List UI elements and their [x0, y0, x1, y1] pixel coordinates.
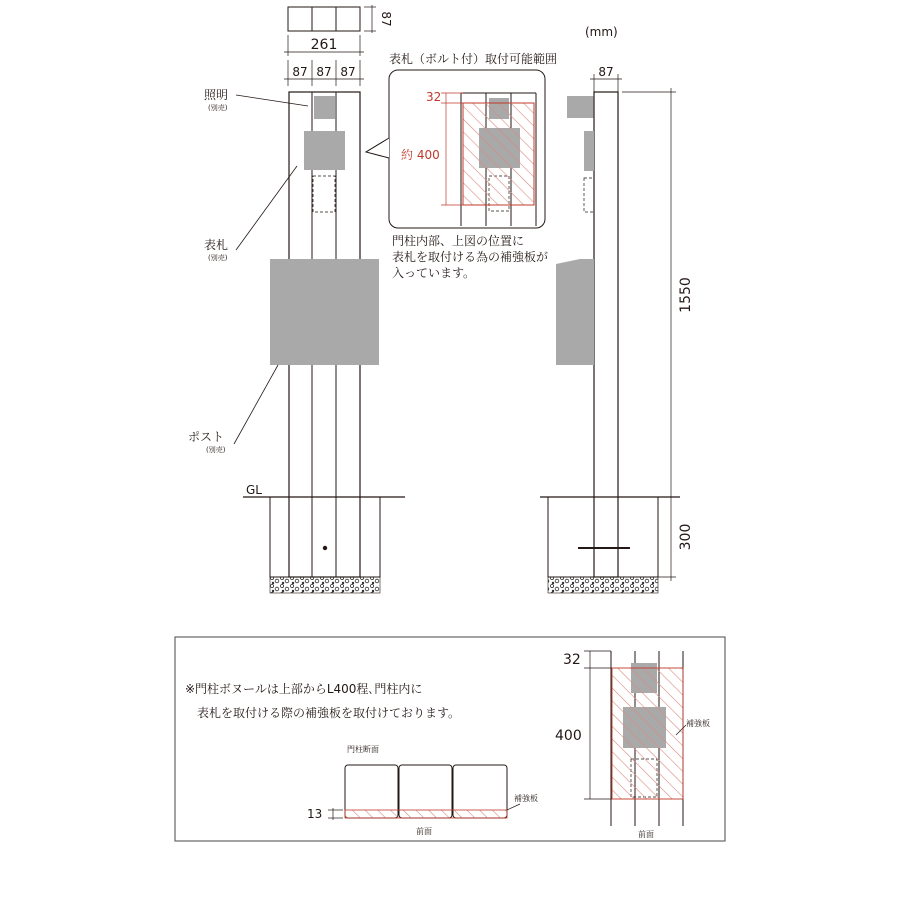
side-mailbox	[556, 259, 594, 365]
note-line-1: ※門柱ボヌールは上部からL400程､門柱内に	[185, 682, 423, 696]
front-view	[188, 5, 405, 593]
label-plate: 表札	[204, 238, 229, 252]
inset-range	[366, 25, 618, 280]
section-title: 門柱断面	[347, 745, 379, 754]
inset-caption-1: 門柱内部、上図の位置に	[392, 234, 525, 248]
inset-caption-3: 入っています。	[392, 266, 476, 280]
range-dim-400: 400	[555, 728, 582, 744]
dim-col-1: 87	[292, 65, 308, 79]
label-light: 照明	[204, 88, 229, 102]
gravel-base	[270, 577, 380, 593]
mailbox	[270, 259, 379, 365]
inset-title: 表札（ボルト付）取付可能範囲	[389, 52, 558, 66]
light-fixture	[314, 96, 335, 119]
range-reinforce	[612, 668, 683, 799]
dim-depth: 300	[678, 523, 694, 551]
side-dim-87: 87	[598, 65, 614, 79]
label-post-sub: (別売)	[206, 446, 226, 454]
side-pillar	[594, 92, 618, 577]
label-plate-sub: (別売)	[208, 254, 228, 262]
inset-dim-400: 約 400	[401, 148, 440, 162]
dim-height: 1550	[678, 277, 694, 313]
hidden-plate	[313, 176, 335, 212]
section-dim-13: 13	[307, 807, 323, 821]
range-dim-32: 32	[563, 652, 581, 668]
dim-total-width: 261	[310, 37, 338, 53]
range-front-label: 前面	[638, 830, 654, 839]
inset-caption-2: 表札を取付ける為の補強板が	[392, 250, 549, 264]
section-reinforce-label: 補強板	[514, 794, 538, 803]
section-front-label: 前面	[416, 827, 432, 836]
section-reinforce	[345, 810, 507, 818]
unit-label: (mm)	[585, 25, 618, 39]
inset-bolt-range	[463, 103, 534, 205]
label-gl: GL	[246, 483, 262, 497]
range-reinforce-label: 補強板	[686, 719, 710, 728]
nameplate	[304, 131, 345, 170]
label-light-sub: (別売)	[208, 104, 228, 112]
top-section-box	[288, 7, 360, 31]
inset-dim-32: 32	[426, 90, 442, 104]
dim-col-2: 87	[316, 65, 332, 79]
note-line-2: 表札を取付ける際の補強板を取付けております。	[197, 706, 461, 720]
label-post: ポスト	[188, 430, 225, 444]
note-box	[175, 637, 725, 841]
dim-col-3: 87	[340, 65, 356, 79]
side-view	[540, 65, 694, 593]
dim-top-height: 87	[379, 11, 393, 27]
